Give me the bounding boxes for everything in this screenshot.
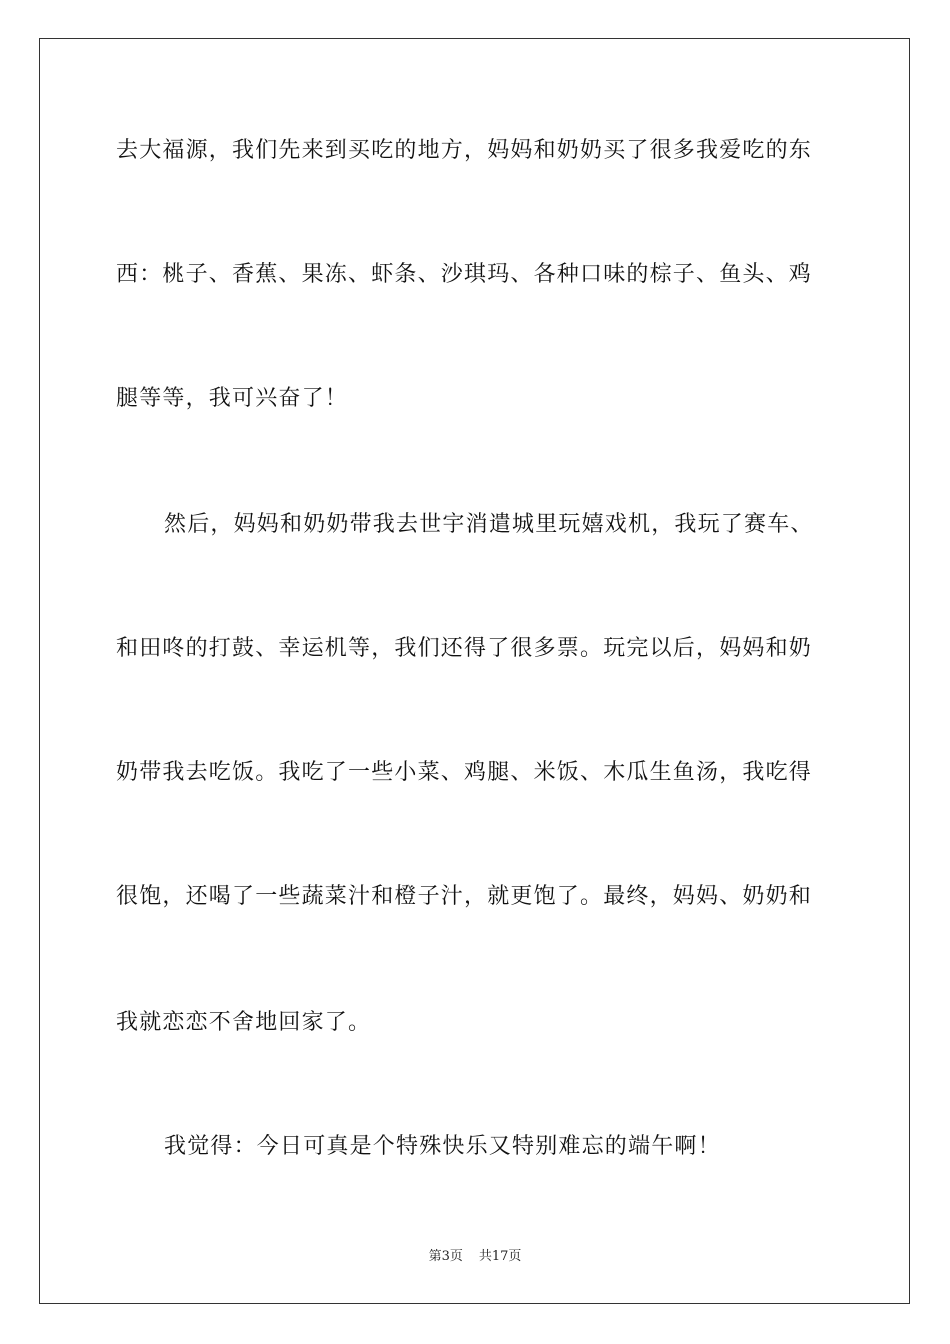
page-total: 共17页 — [478, 1249, 522, 1264]
text-line: 很饱，还喝了一些蔬菜汁和橙子汁，就更饱了。最终，妈妈、奶奶和 — [116, 884, 813, 909]
text-line: 和田咚的打鼓、幸运机等，我们还得了很多票。玩完以后，妈妈和奶 — [116, 636, 813, 661]
page-footer — [0, 1248, 950, 1266]
text-line: 西：桃子、香蕉、果冻、虾条、沙琪玛、各种口味的棕子、鱼头、鸡 — [116, 262, 813, 287]
text-line: 我觉得：今日可真是个特殊快乐又特别难忘的端午啊！ — [164, 1134, 721, 1159]
text-line: 然后，妈妈和奶奶带我去世宇消遣城里玩嬉戏机，我玩了赛车、 — [164, 512, 814, 537]
text-line: 去大福源，我们先来到买吃的地方，妈妈和奶奶买了很多我爱吃的东 — [116, 138, 813, 163]
text-line: 腿等等，我可兴奋了！ — [116, 386, 349, 411]
page-border — [39, 38, 910, 1304]
page-number: 第3页 — [428, 1249, 463, 1264]
text-line: 奶带我去吃饭。我吃了一些小菜、鸡腿、米饭、木瓜生鱼汤，我吃得 — [116, 760, 813, 785]
text-line: 我就恋恋不舍地回家了。 — [116, 1010, 372, 1035]
